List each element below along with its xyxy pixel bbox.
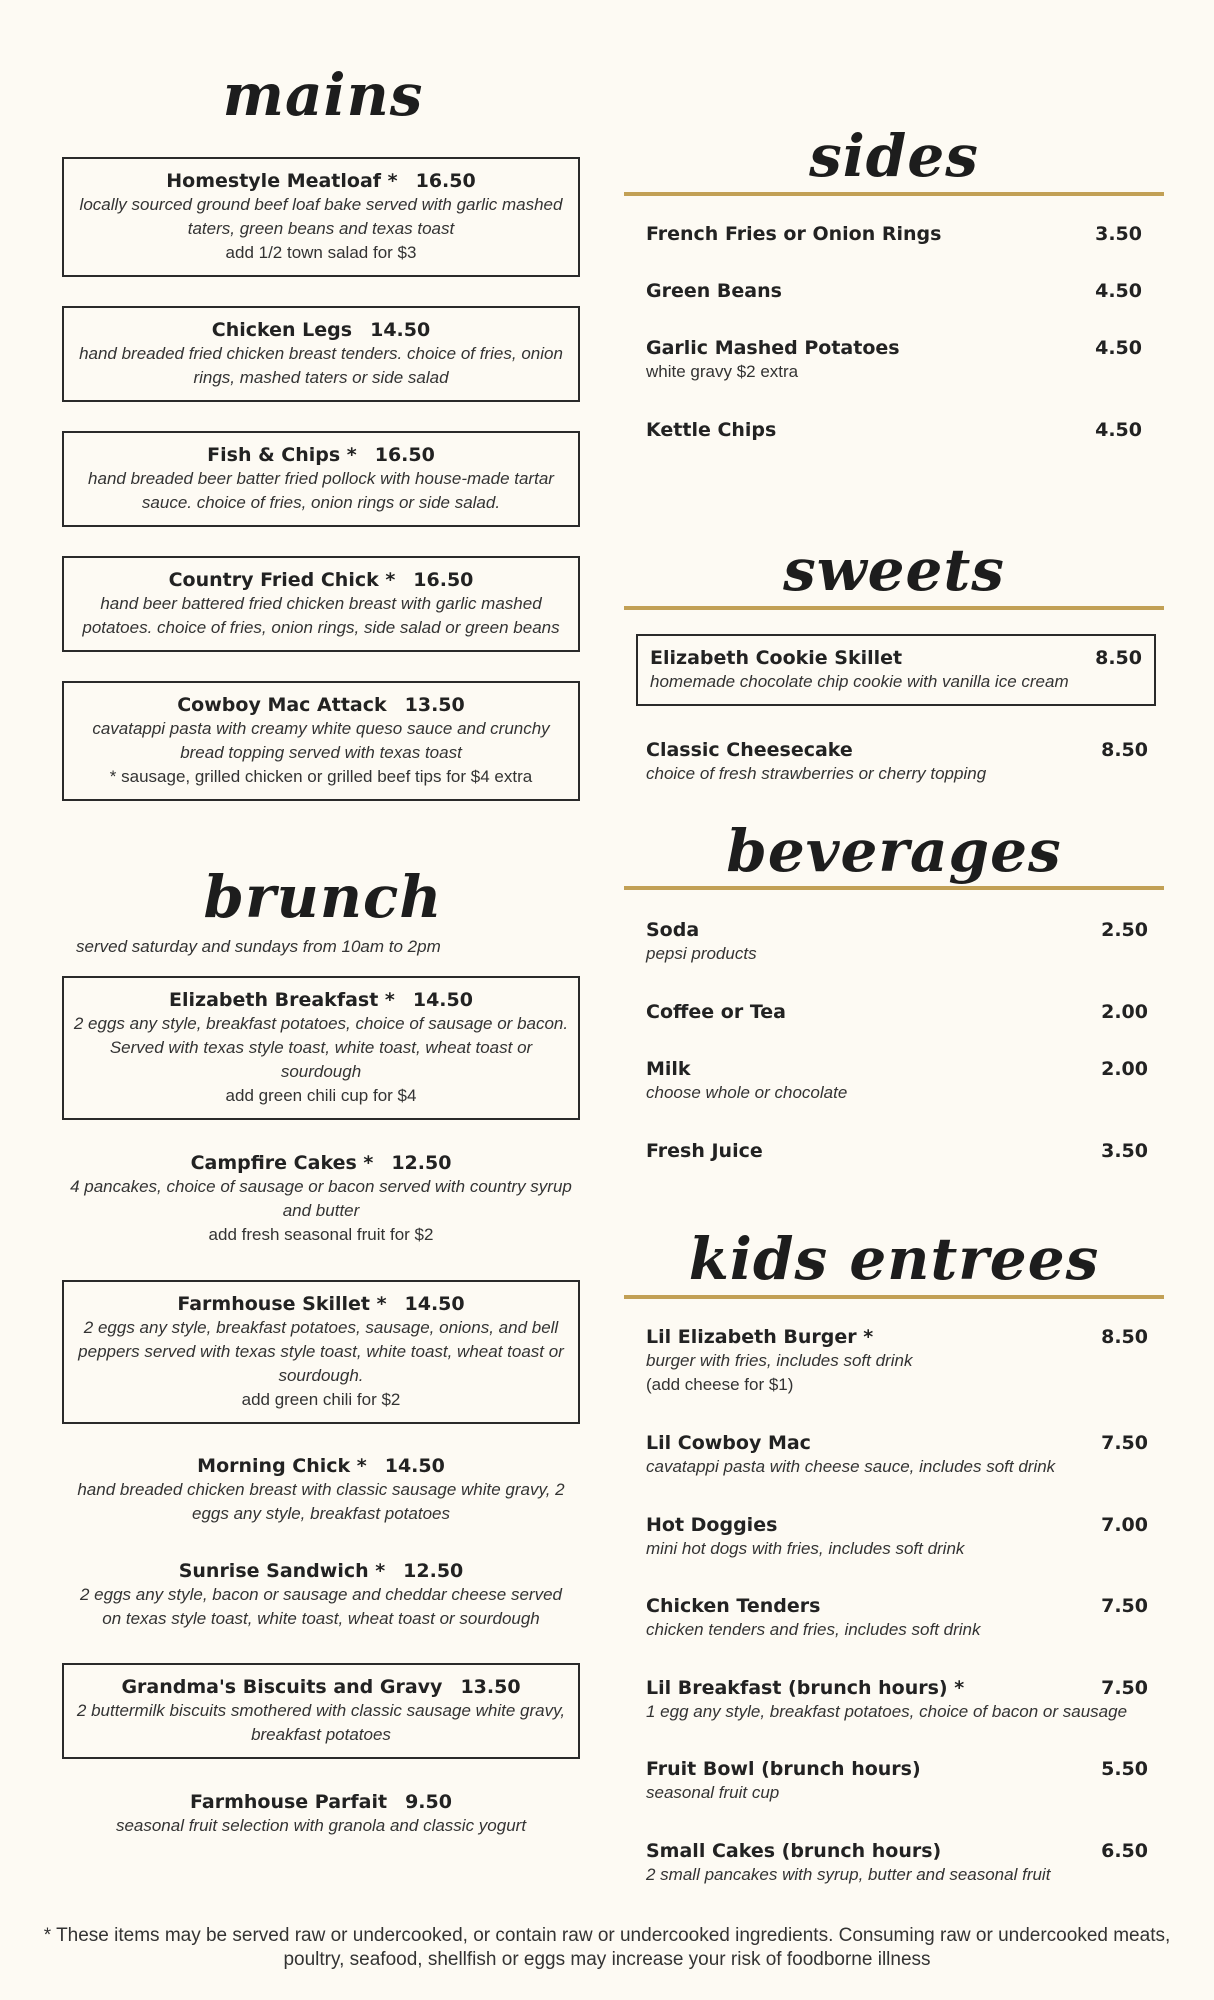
item-name: Sunrise Sandwich * [178, 1560, 386, 1582]
item-desc: 2 eggs any style, bacon or sausage and cheddar cheese served on texas style toast, white toast, wheat toast or sourdough [80, 1585, 562, 1628]
kids-item [646, 1839, 1148, 1887]
item-price: 8.50 [1095, 647, 1142, 669]
kids-item [646, 1676, 1148, 1724]
item-name: Fruit Bowl (brunch hours) [646, 1758, 921, 1780]
item-price: 5.50 [1101, 1758, 1148, 1780]
brunch-title: brunch [203, 863, 443, 931]
item-desc: cavatappi pasta with cheese sauce, includes soft drink [646, 1457, 1056, 1476]
item-name: Fish & Chips * [207, 444, 357, 466]
beverage-item [646, 1000, 1148, 1024]
item-price: 8.50 [1101, 1326, 1148, 1348]
item-price: 9.50 [405, 1791, 452, 1813]
item-name: Soda [646, 919, 700, 941]
brunch-note: served saturday and sundays from 10am to 2pm [76, 937, 441, 956]
item-desc: hand beer battered fried chicken breast with garlic mashed potatoes. choice of fries, onion rings, side salad or green beans [82, 594, 560, 637]
item-price: 8.50 [1101, 739, 1148, 761]
item-name: Morning Chick * [197, 1455, 367, 1477]
item-name: Homestyle Meatloaf * [166, 170, 398, 192]
kids-item [646, 1757, 1148, 1805]
item-extra: (add cheese for $1) [646, 1375, 794, 1394]
item-name: Chicken Legs [211, 319, 353, 341]
item-price: 7.50 [1101, 1595, 1148, 1617]
sides-title: sides [809, 122, 979, 190]
kids-item [646, 1594, 1148, 1642]
item-desc: 2 small pancakes with syrup, butter and seasonal fruit [646, 1865, 1051, 1884]
item-name: Fresh Juice [646, 1140, 763, 1162]
menu-item-chicken-legs [62, 306, 580, 402]
item-desc: seasonal fruit cup [646, 1783, 780, 1802]
allergy-disclaimer: * These items may be served raw or undercooked, or contain raw or undercooked ingredients. Consuming raw or undercooked meats, poultry, seafood, shellfish or eggs may increase your risk of foodborne illness [43, 1925, 1171, 1970]
item-price: 14.50 [370, 319, 431, 341]
item-name: Elizabeth Cookie Skillet [650, 647, 903, 669]
side-item [646, 279, 1142, 303]
menu-item-biscuits-gravy [62, 1663, 580, 1759]
item-name: French Fries or Onion Rings [646, 223, 942, 245]
menu-item-sunrise-sandwich [62, 1559, 580, 1631]
item-desc: homemade chocolate chip cookie with vanilla ice cream [650, 672, 1069, 691]
beverage-item [646, 918, 1148, 966]
item-price: 2.00 [1101, 1058, 1148, 1080]
item-extra: add fresh seasonal fruit for $2 [208, 1225, 434, 1244]
section-divider [624, 606, 1164, 610]
kids-item [646, 1513, 1148, 1561]
item-desc: 2 eggs any style, breakfast potatoes, sausage, onions, and bell peppers served with texas style toast, white toast, wheat toast or sourdough. [78, 1318, 564, 1385]
kids-item [646, 1325, 1148, 1397]
item-desc: 1 egg any style, breakfast potatoes, choice of bacon or sausage [646, 1702, 1128, 1721]
item-name: Lil Elizabeth Burger * [646, 1326, 874, 1348]
section-divider [624, 192, 1164, 196]
side-item [646, 418, 1142, 442]
menu-item-fish-chips [62, 431, 580, 527]
item-name: Garlic Mashed Potatoes [646, 337, 900, 359]
mains-title: mains [222, 61, 424, 129]
menu-item-farmhouse-parfait [62, 1790, 580, 1838]
beverage-item [646, 1139, 1148, 1163]
item-price: 3.50 [1095, 223, 1142, 245]
item-desc: hand breaded beer batter fried pollock with house-made tartar sauce. choice of fries, onion rings or side salad. [88, 469, 554, 512]
beverage-item [646, 1057, 1148, 1105]
item-price: 7.50 [1101, 1432, 1148, 1454]
menu-item-elizabeth-breakfast [62, 976, 580, 1120]
item-price: 13.50 [404, 694, 465, 716]
item-desc: mini hot dogs with fries, includes soft drink [646, 1539, 965, 1558]
item-desc: 4 pancakes, choice of sausage or bacon served with country syrup and butter [70, 1177, 572, 1220]
item-extra: add green chili for $2 [241, 1390, 401, 1409]
item-price: 7.00 [1101, 1514, 1148, 1536]
item-price: 13.50 [460, 1676, 521, 1698]
item-price: 2.00 [1101, 1001, 1148, 1023]
menu-item-morning-chick [62, 1454, 580, 1526]
item-price: 12.50 [391, 1152, 452, 1174]
item-desc: pepsi products [646, 944, 757, 963]
item-name: Lil Cowboy Mac [646, 1432, 811, 1454]
menu-item-meatloaf [62, 157, 580, 277]
menu-item-country-fried-chick [62, 556, 580, 652]
item-price: 2.50 [1101, 919, 1148, 941]
menu-item-farmhouse-skillet [62, 1280, 580, 1424]
item-desc: 2 eggs any style, breakfast potatoes, choice of sausage or bacon. Served with texas style toast, white toast, wheat toast or sourdough [73, 1014, 569, 1081]
item-extra: add green chili cup for $4 [225, 1086, 417, 1105]
item-name: Green Beans [646, 280, 782, 302]
item-price: 7.50 [1101, 1677, 1148, 1699]
item-desc: chicken tenders and fries, includes soft drink [646, 1620, 981, 1639]
item-name: Milk [646, 1058, 691, 1080]
menu-item-campfire-cakes [62, 1151, 580, 1247]
side-item [646, 222, 1142, 246]
item-desc: locally sourced ground beef loaf bake served with garlic mashed taters, green beans and texas toast [79, 195, 563, 238]
menu-item-cowboy-mac [62, 681, 580, 801]
item-name: Farmhouse Skillet * [177, 1293, 387, 1315]
item-extra: add 1/2 town salad for $3 [225, 243, 417, 262]
item-name: Coffee or Tea [646, 1001, 786, 1023]
item-price: 14.50 [404, 1293, 465, 1315]
item-desc: choice of fresh strawberries or cherry topping [646, 764, 987, 783]
item-desc: burger with fries, includes soft drink [646, 1351, 913, 1370]
item-price: 4.50 [1095, 280, 1142, 302]
item-price: 14.50 [412, 989, 473, 1011]
item-name: Elizabeth Breakfast * [169, 989, 395, 1011]
item-name: Kettle Chips [646, 419, 777, 441]
item-extra: * sausage, grilled chicken or grilled beef tips for $4 extra [109, 767, 533, 786]
item-price: 16.50 [374, 444, 435, 466]
kids-entrees-title: kids entrees [688, 1225, 1100, 1293]
item-name: Farmhouse Parfait [190, 1791, 388, 1813]
item-desc: choose whole or chocolate [646, 1083, 848, 1102]
item-price: 16.50 [415, 170, 476, 192]
item-price: 14.50 [384, 1455, 445, 1477]
item-name: Hot Doggies [646, 1514, 778, 1536]
item-desc: 2 buttermilk biscuits smothered with classic sausage white gravy, breakfast potatoes [76, 1701, 566, 1744]
item-price: 12.50 [403, 1560, 464, 1582]
sweet-item [646, 738, 1148, 786]
item-name: Classic Cheesecake [646, 739, 853, 761]
item-desc: hand breaded fried chicken breast tenders. choice of fries, onion rings, mashed taters or side salad [79, 344, 563, 387]
kids-item [646, 1431, 1148, 1479]
side-item [646, 336, 1142, 384]
item-name: Campfire Cakes * [190, 1152, 374, 1174]
item-price: 6.50 [1101, 1840, 1148, 1862]
section-divider [624, 1295, 1164, 1299]
item-desc: seasonal fruit selection with granola and classic yogurt [115, 1816, 527, 1835]
item-desc: cavatappi pasta with creamy white queso sauce and crunchy bread topping served with texas toast [92, 719, 550, 762]
item-desc: hand breaded chicken breast with classic sausage white gravy, 2 eggs any style, breakfast potatoes [77, 1480, 565, 1523]
item-name: Grandma's Biscuits and Gravy [121, 1676, 443, 1698]
beverages-title: beverages [726, 817, 1062, 885]
item-price: 16.50 [413, 569, 474, 591]
item-price: 4.50 [1095, 337, 1142, 359]
sweets-title: sweets [783, 536, 1005, 604]
item-price: 3.50 [1101, 1140, 1148, 1162]
section-divider [624, 886, 1164, 890]
item-name: Small Cakes (brunch hours) [646, 1840, 942, 1862]
sweet-item-featured [636, 634, 1156, 706]
item-name: Country Fried Chick * [168, 569, 396, 591]
item-name: Lil Breakfast (brunch hours) * [646, 1677, 965, 1699]
item-price: 4.50 [1095, 419, 1142, 441]
item-name: Cowboy Mac Attack [177, 694, 387, 716]
item-extra: white gravy $2 extra [646, 362, 799, 381]
item-name: Chicken Tenders [646, 1595, 821, 1617]
